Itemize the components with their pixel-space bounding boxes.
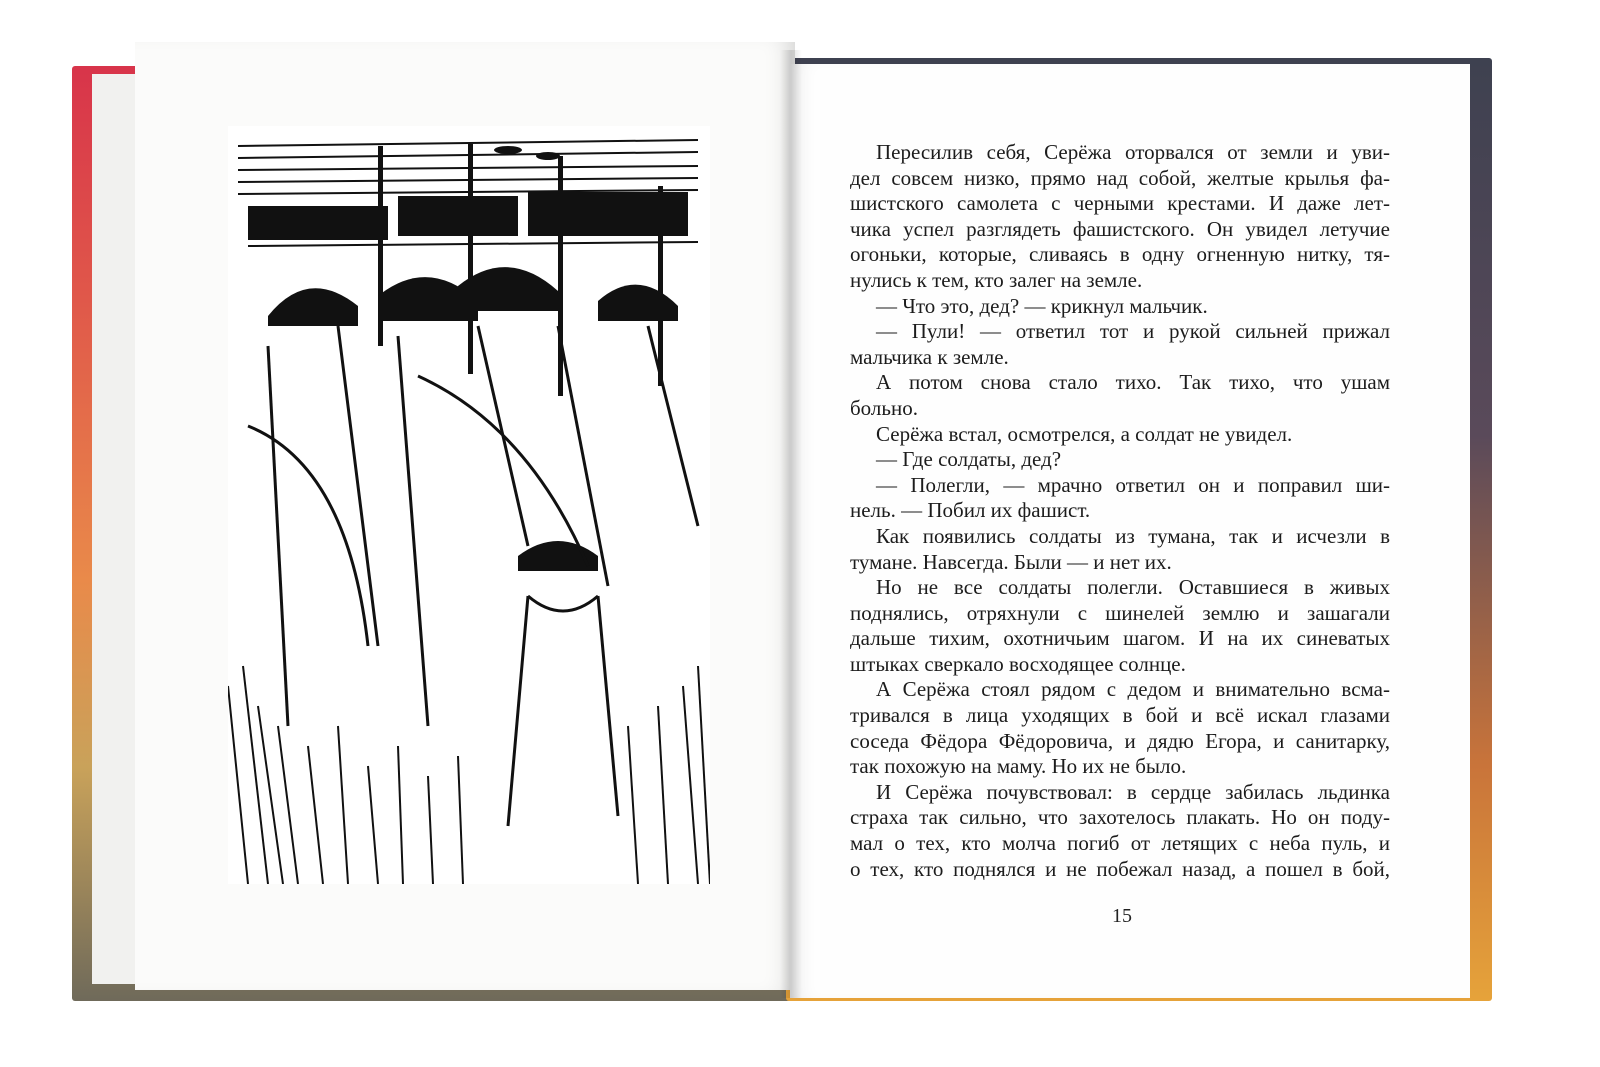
text-line: чика успел разглядеть фашистского. Он увидел летучие — [850, 216, 1390, 241]
text-line: больно. — [850, 395, 918, 420]
text-line: дел совсем низко, прямо над собой, желтые крылья фа- — [850, 165, 1390, 190]
text-line: — Пули! — ответил тот и рукой сильней прижал — [876, 319, 1390, 344]
ink-sketch-image — [228, 126, 710, 884]
text-line: тумане. Навсегда. Были — и нет их. — [850, 549, 1172, 574]
text-line: страха так сильно, что захотелось плакать. Но он поду- — [850, 805, 1390, 830]
page-number: 15 — [1112, 905, 1132, 927]
text-line: огоньки, которые, сливаясь в одну огненную нитку, тя- — [850, 242, 1390, 267]
text-line: шистского самолета с черными крестами. И даже лет- — [850, 191, 1390, 216]
text-line: Но не все солдаты полегли. Оставшиеся в живых — [876, 575, 1390, 600]
text-line: А потом снова стало тихо. Так тихо, что ушам — [876, 370, 1390, 395]
text-line: И Серёжа почувствовал: в сердце забилась льдинка — [876, 779, 1390, 804]
text-line: дальше тихим, охотничьим шагом. И на их синеватых — [850, 626, 1390, 651]
text-line: — Что это, дед? — крикнул мальчик. — [876, 293, 1208, 318]
text-line: о тех, кто поднялся и не побежал назад, а пошел в бой, — [850, 856, 1390, 881]
text-line: соседа Фёдора Фёдоровича, и дядю Егора, и санитарку, — [850, 728, 1390, 753]
text-line: — Где солдаты, дед? — [876, 447, 1062, 472]
text-line: мал о тех, кто молча погиб от летящих с неба пуль, и — [850, 831, 1390, 856]
text-line: нулись к тем, кто залег на земле. — [850, 267, 1143, 292]
text-line: — Полегли, — мрачно ответил он и поправил ши- — [876, 472, 1390, 497]
text-line: поднялись, отряхнули с шинелей землю и зашагали — [850, 600, 1390, 625]
text-line: так похожую на маму. Но их не было. — [850, 754, 1187, 779]
text-line: Серёжа встал, осмотрелся, а солдат не увидел. — [876, 421, 1293, 446]
text-line: Пересилив себя, Серёжа оторвался от земли и уви- — [876, 140, 1390, 164]
soldiers-illustration — [228, 126, 710, 884]
book-spine-shadow — [780, 50, 802, 998]
body-text — [850, 140, 1390, 882]
text-line: мальчика к земле. — [850, 344, 1009, 369]
text-line: тривался в лица уходящих в бой и всё искал глазами — [850, 703, 1390, 728]
text-line: нель. — Побил их фашист. — [850, 498, 1091, 523]
text-line: Как появились солдаты из тумана, так и исчезли в — [876, 523, 1390, 548]
text-line: А Серёжа стоял рядом с дедом и внимательно всма- — [876, 677, 1390, 702]
text-line: штыках сверкало восходящее солнце. — [850, 651, 1186, 676]
